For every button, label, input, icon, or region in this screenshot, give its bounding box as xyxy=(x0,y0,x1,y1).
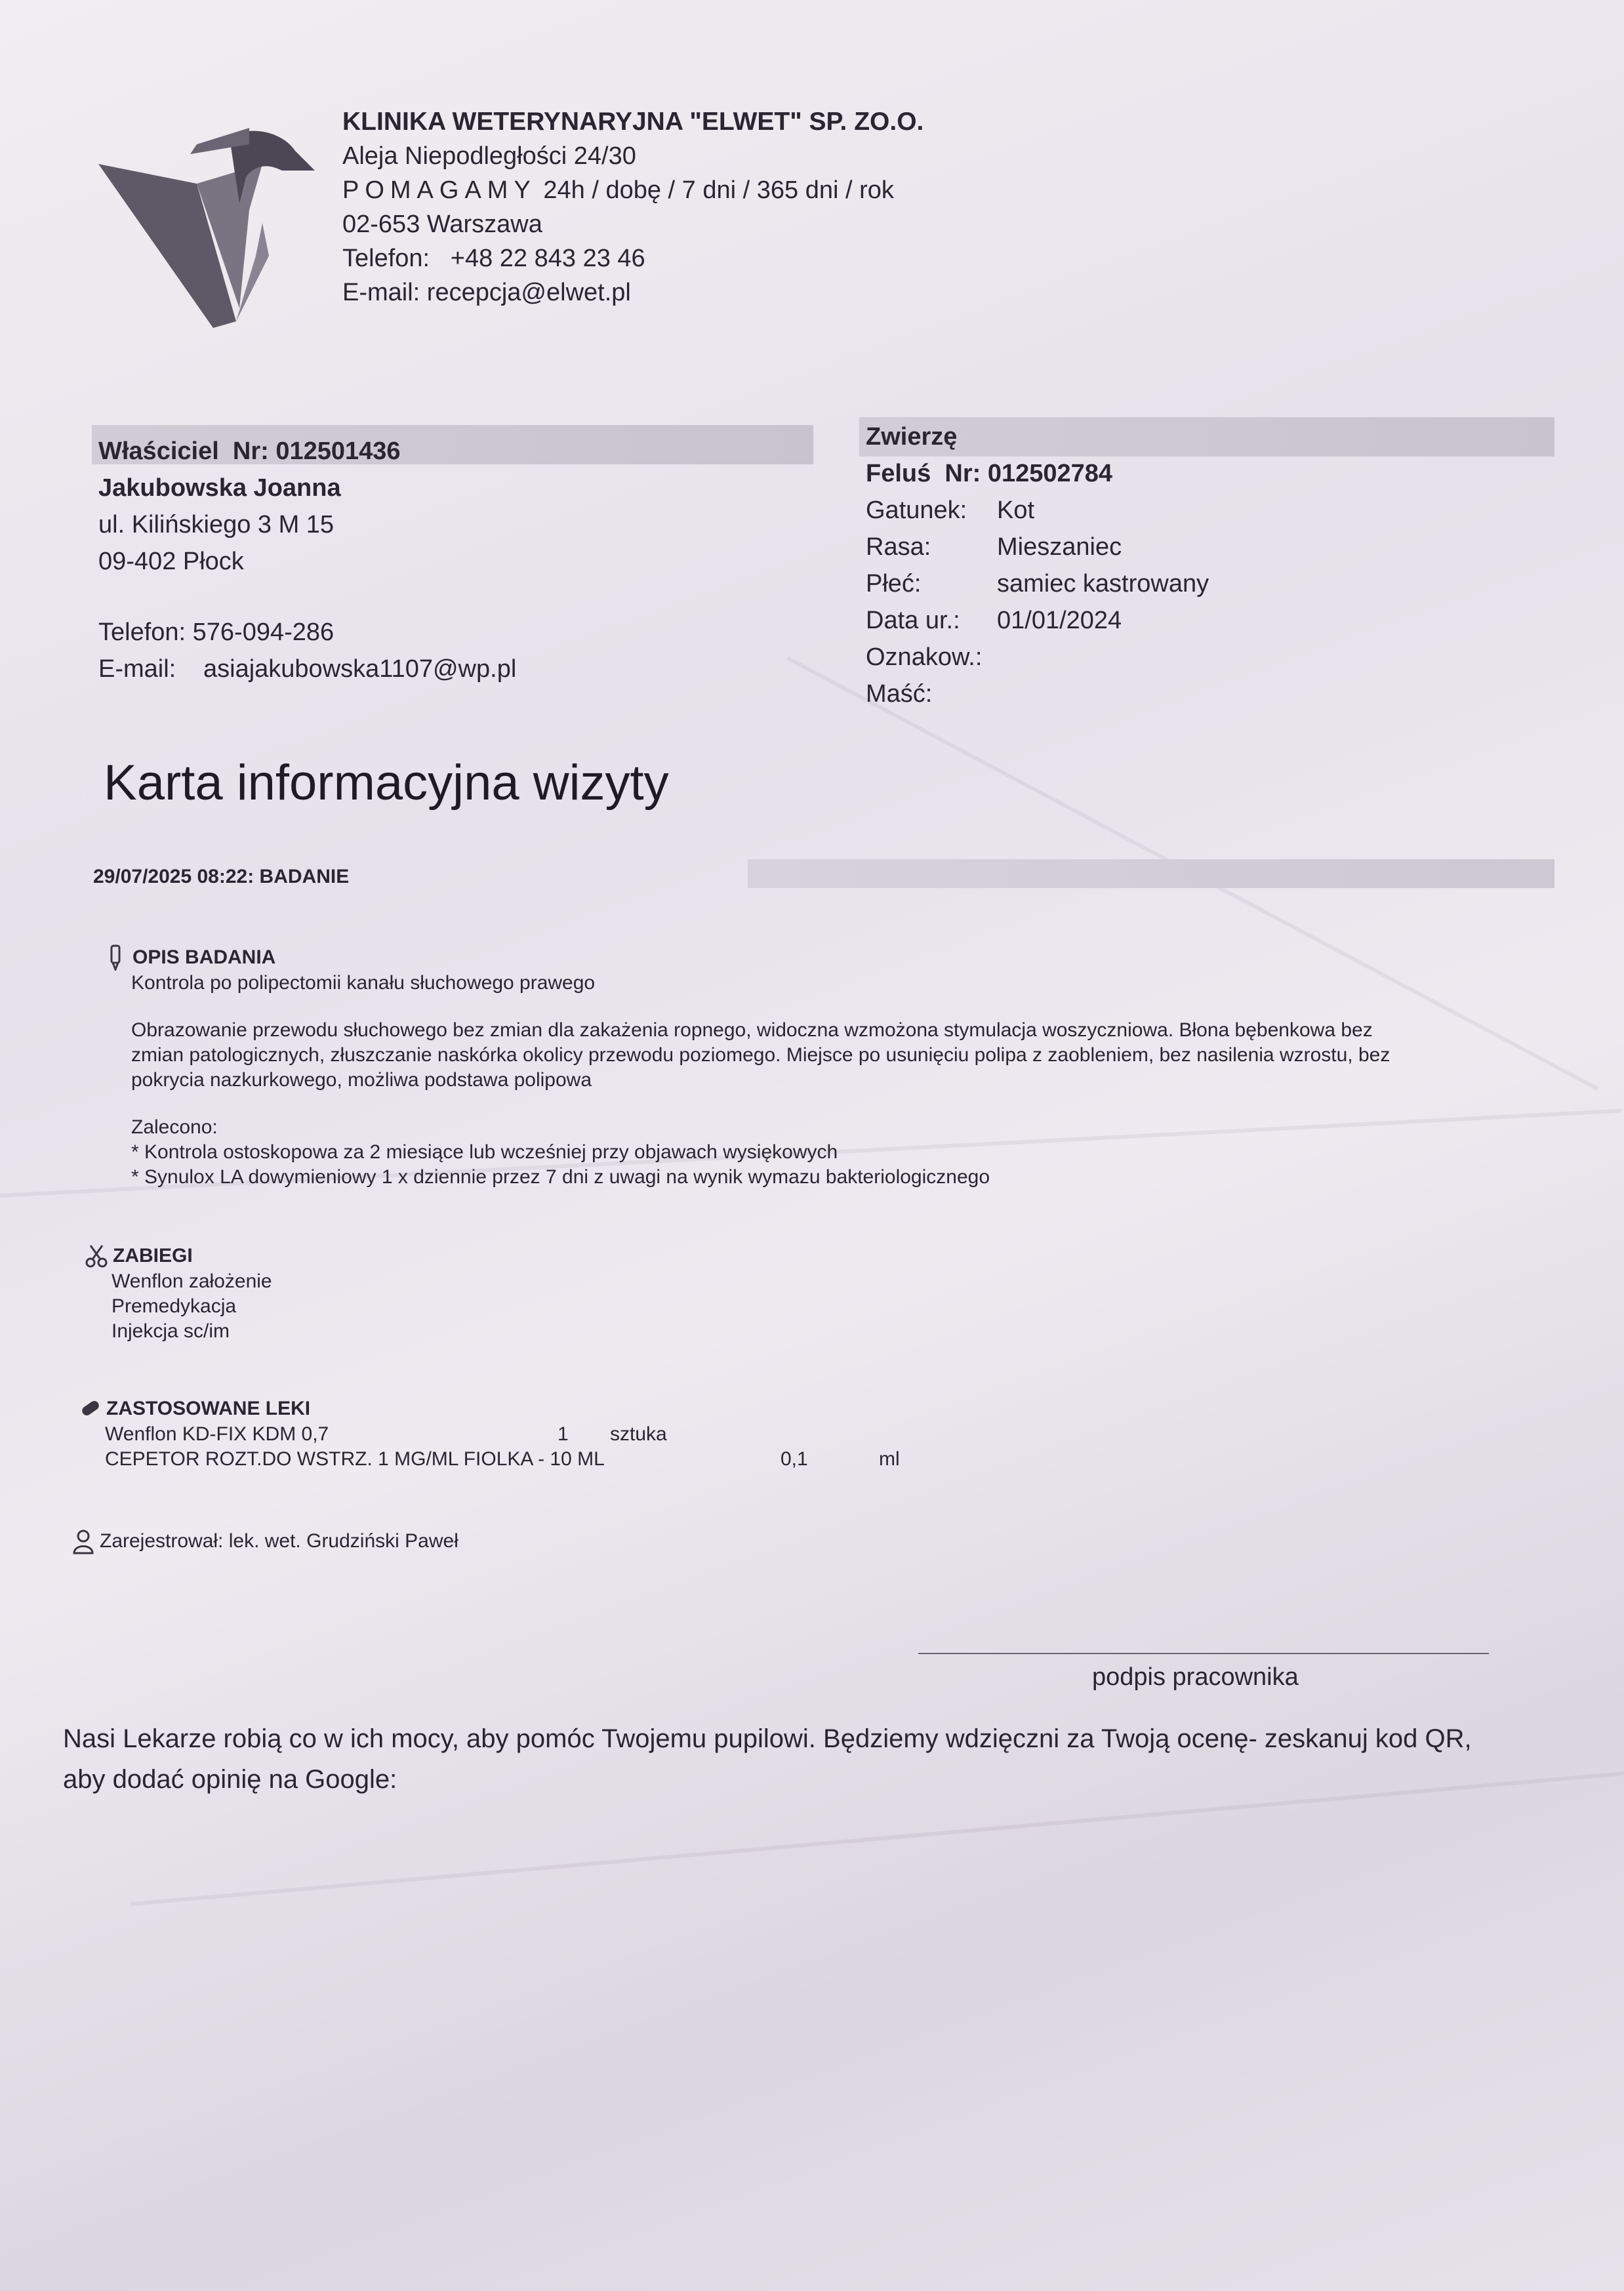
clinic-address: Aleja Niepodległości 24/30 xyxy=(342,142,636,170)
owner-city: 09-402 Płock xyxy=(98,548,244,575)
footer-note: Nasi Lekarze robią co w ich mocy, aby pomóc Twojemu pupilowi. Będziemy wdzięczni za Twoją ocenę- zeskanuj kod QR, aby dodać opinię na Google: xyxy=(63,1724,1472,1794)
animal-field-label: Data ur.: xyxy=(866,607,960,634)
animal-field-label: Maść: xyxy=(866,680,933,708)
procedure-item: Premedykacja xyxy=(112,1295,237,1317)
animal-field-row xyxy=(866,602,1209,639)
animal-field-row xyxy=(866,639,1209,676)
owner-header xyxy=(98,433,516,470)
owner-nr-label: Nr: xyxy=(232,437,269,465)
medication-unit: ml xyxy=(879,1448,900,1470)
owner-email-label: E-mail: xyxy=(98,655,176,683)
medication-qty: 0,1 xyxy=(781,1448,808,1470)
opis-section xyxy=(105,944,1548,1190)
registered-row xyxy=(72,1528,990,1554)
animal-field-value: 01/01/2024 xyxy=(997,607,1122,634)
medication-unit: sztuka xyxy=(610,1423,667,1445)
visit-header: 29/07/2025 08:22: BADANIE xyxy=(93,866,350,887)
page-title: Karta informacyjna wizyty xyxy=(104,755,669,811)
clinic-phone-label: Telefon: xyxy=(342,245,430,272)
medication-qty: 1 xyxy=(558,1423,569,1445)
animal-field-row xyxy=(866,492,1209,529)
animal-field-label: Gatunek: xyxy=(866,497,967,524)
owner-phone-row xyxy=(98,614,516,651)
animal-field-value: samiec kastrowany xyxy=(997,570,1209,598)
clinic-header xyxy=(342,105,924,310)
slogan-rest: 24h / dobę / 7 dni / 365 dni / rok xyxy=(543,176,894,204)
user-icon xyxy=(72,1528,94,1554)
leki-heading xyxy=(79,1396,1128,1422)
animal-block xyxy=(866,418,1209,712)
owner-block xyxy=(98,433,516,687)
recommendation: * Synulox LA dowymieniowy 1 x dziennie przez 7 dni z uwagi na wynik wymazu bakteriologicznego xyxy=(131,1166,990,1188)
clinic-phone-row xyxy=(342,241,924,275)
opis-heading xyxy=(105,944,1548,971)
animal-name: Feluś xyxy=(866,460,931,487)
clinic-logo xyxy=(98,125,321,341)
slogan-word: POMAGAMY xyxy=(342,176,537,204)
registered-text: Zarejestrował: lek. wet. Grudziński Paweł xyxy=(100,1530,458,1552)
spacer xyxy=(98,580,516,614)
animal-field-row xyxy=(866,529,1209,565)
medication-row xyxy=(105,1447,1128,1472)
animal-field-label: Rasa: xyxy=(866,533,931,561)
clinic-slogan xyxy=(342,173,924,207)
animal-field-label: Płeć: xyxy=(866,570,922,598)
medication-name: CEPETOR ROZT.DO WSTRZ. 1 MG/ML FIOLKA - 10 ML xyxy=(105,1448,605,1470)
owner-name: Jakubowska Joanna xyxy=(98,474,341,502)
owner-street: ul. Kilińskiego 3 M 15 xyxy=(98,511,335,538)
opis-para3: pokrycia nazkurkowego, możliwa podstawa polipowa xyxy=(131,1069,592,1091)
procedure-item: Wenflon założenie xyxy=(112,1270,272,1292)
owner-email: asiajakubowska1107@wp.pl xyxy=(203,655,517,683)
animal-field-value: Kot xyxy=(997,497,1035,524)
zabiegi-heading xyxy=(85,1243,872,1269)
leki-section xyxy=(79,1396,1128,1472)
clinic-city: 02-653 Warszawa xyxy=(342,211,542,238)
animal-header: Zwierzę xyxy=(866,423,958,451)
scissors-icon xyxy=(85,1243,108,1269)
owner-nr: 012501436 xyxy=(275,437,401,465)
signature-label: podpis pracownika xyxy=(1092,1663,1299,1691)
zabiegi-section xyxy=(85,1243,872,1344)
animal-name-row xyxy=(866,455,1209,492)
opis-line1: Kontrola po polipectomii kanału słuchowego prawego xyxy=(131,972,596,994)
animal-nr-label: Nr: xyxy=(944,460,981,487)
animal-field-row xyxy=(866,565,1209,602)
clinic-email: recepcja@elwet.pl xyxy=(426,279,631,306)
visit-header-band xyxy=(748,859,1554,888)
signature-line xyxy=(918,1653,1489,1654)
zalecono-label: Zalecono: xyxy=(131,1116,218,1138)
animal-field-value: Mieszaniec xyxy=(997,533,1122,561)
medication-row xyxy=(105,1422,1128,1447)
opis-para1: Obrazowanie przewodu słuchowego bez zmian dla zakażenia ropnego, widoczna wzmożona stymulacja woszyczniowa. Błona bębenkowa bez xyxy=(131,1019,1373,1041)
procedure-item: Injekcja sc/im xyxy=(112,1320,230,1342)
recommendation: * Kontrola ostoskopowa za 2 miesiące lub wcześniej przy objawach wysiękowych xyxy=(131,1141,838,1163)
animal-nr: 012502784 xyxy=(987,460,1113,487)
leki-heading-label: ZASTOSOWANE LEKI xyxy=(106,1398,311,1419)
clinic-name: KLINIKA WETERYNARYJNA "ELWET" SP. ZO.O. xyxy=(342,108,924,136)
clinic-email-row xyxy=(342,275,924,310)
owner-phone-label: Telefon: xyxy=(98,618,186,646)
spacer xyxy=(105,996,1548,1018)
spacer xyxy=(105,1093,1548,1115)
medication-name: Wenflon KD-FIX KDM 0,7 xyxy=(105,1423,329,1445)
owner-email-row xyxy=(98,651,516,687)
zabiegi-heading-label: ZABIEGI xyxy=(113,1245,193,1267)
animal-field-row xyxy=(866,676,1209,712)
registered-line xyxy=(72,1528,990,1554)
owner-header-label: Właściciel xyxy=(98,437,219,465)
animal-field-label: Oznakow.: xyxy=(866,643,983,671)
opis-para2: zmian patologicznych, złuszczanie naskórka okolicy przewodu poziomego. Miejsce po usunięciu polipa z zaobleniem, bez nasilenia wzrostu, bez xyxy=(131,1044,1391,1066)
pill-icon xyxy=(79,1396,101,1422)
opis-heading-label: OPIS BADANIA xyxy=(132,946,276,968)
clinic-email-label: E-mail: xyxy=(342,279,420,306)
owner-phone: 576-094-286 xyxy=(192,618,335,646)
clinic-phone: +48 22 843 23 46 xyxy=(450,245,645,272)
pen-icon xyxy=(105,944,127,971)
